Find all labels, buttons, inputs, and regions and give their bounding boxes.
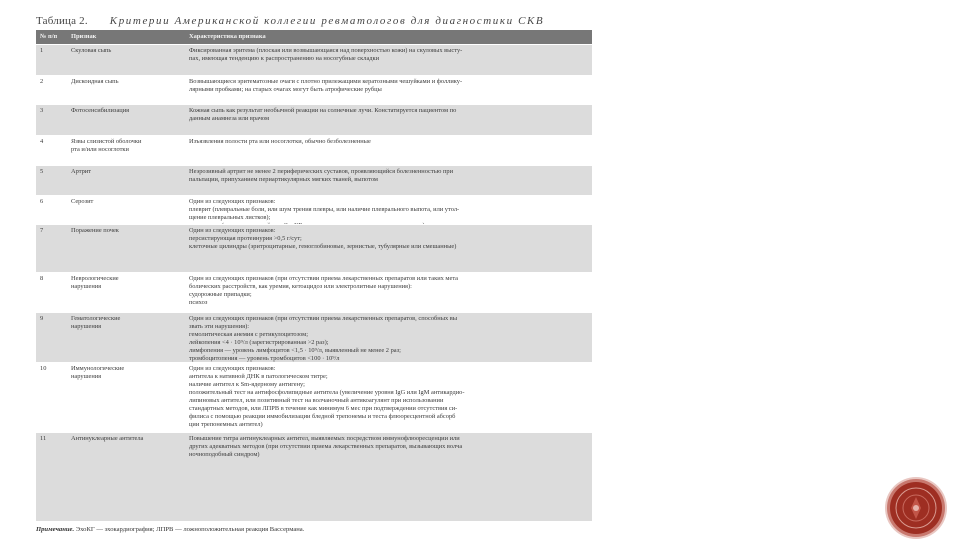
feature-line: нарушения xyxy=(71,323,102,330)
row-feature xyxy=(71,47,183,55)
feature-line: рта и/или носоглотки xyxy=(71,146,129,153)
table-row xyxy=(36,362,592,433)
table-title: Критерии Американской коллегии ревматологов для диагностики СКВ xyxy=(109,15,545,27)
feature-line: нарушения xyxy=(71,283,102,290)
description-line: Один из следующих признаков: xyxy=(189,365,276,372)
description-line: тромбоцитопения — уровень тромбоцитов <100 · 10⁹/л xyxy=(189,355,340,362)
row-number: 9 xyxy=(40,315,44,322)
feature-line: Скуловая сыпь xyxy=(71,47,112,54)
row-description xyxy=(189,227,587,251)
description-line: плеврит (плевральные боли, или шум трения плевры, или наличие плеврального выпота, или утол- xyxy=(189,206,460,213)
row-feature xyxy=(71,227,183,235)
header-number: № п/п xyxy=(40,33,58,40)
row-feature xyxy=(71,315,183,331)
table-caption xyxy=(36,12,596,30)
row-number: 6 xyxy=(40,198,44,205)
description-line: ции трепонемных антител) xyxy=(189,421,263,428)
row-feature xyxy=(71,435,183,443)
footnote-text: ЭхоКГ — эхокардиография; ЛПРВ — ложноположительная реакция Вассермана. xyxy=(75,526,305,533)
feature-line: Дискоидная сыпь xyxy=(71,78,119,85)
description-line: пах, имеющая тенденцию к распространению на носогубные складки xyxy=(189,55,380,62)
description-line: Возвышающиеся эритематозные очаги с плотно прилежащими кератозными чешуйками и фоллику- xyxy=(189,78,463,85)
table-row xyxy=(36,135,592,166)
row-description xyxy=(189,365,587,429)
feature-line: Неврологические xyxy=(71,275,119,282)
description-line: щение плевральных листков); xyxy=(189,214,271,221)
description-line: Один из следующих признаков: xyxy=(189,198,276,205)
description-line: Повышение титра антинуклеарных антител, выявляемых посредством иммунофлюоресценции или xyxy=(189,435,460,442)
description-line: положительный тест на антифосфолипидные антитела (увеличение уровня IgG или IgM антикардио- xyxy=(189,389,465,396)
description-line: Один из следующих признаков (при отсутствии приема лекарственных препаратов, способных вы xyxy=(189,315,458,322)
row-description xyxy=(189,435,587,459)
table-row xyxy=(36,165,592,196)
table-row xyxy=(36,44,592,76)
description-line: болических расстройств, как уремия, кетоацидоз или электролитные нарушения): xyxy=(189,283,412,290)
table-row xyxy=(36,224,592,273)
description-line: Изъязвления полости рта или носоглотки, обычно безболезненные xyxy=(189,138,371,145)
table-row xyxy=(36,272,592,313)
row-number: 7 xyxy=(40,227,44,234)
row-number: 3 xyxy=(40,107,44,114)
header-description: Характеристика признака xyxy=(189,33,266,40)
description-line: ночноподобный синдром) xyxy=(189,451,260,458)
feature-line: Гематологические xyxy=(71,315,121,322)
description-line: Один из следующих признаков (при отсутствии приема лекарственных препаратов или таких мета xyxy=(189,275,459,282)
table-row xyxy=(36,432,592,521)
feature-line: Поражение почек xyxy=(71,227,119,234)
description-line: липиновых антител, или позитивный тест на волчаночный антикоагулянт при использовании xyxy=(189,397,444,404)
description-line: клеточные цилиндры (эритроцитарные, гемоглобиновые, зернистые, тубулярные или смешанные) xyxy=(189,243,457,250)
row-feature xyxy=(71,107,183,115)
feature-line: Серозит xyxy=(71,198,94,205)
row-feature xyxy=(71,198,183,206)
description-line: лейкопения <4 · 10⁹/л (зарегистрированная >2 раз); xyxy=(189,339,329,346)
table-header-row xyxy=(36,30,592,44)
description-line: других адекватных методов (при отсутствии приема лекарственных препаратов, вызывающих волча xyxy=(189,443,463,450)
description-line: антитела к нативной ДНК в патологическом титре; xyxy=(189,373,328,380)
header-feature: Признак xyxy=(71,33,97,40)
table-row xyxy=(36,312,592,363)
row-feature xyxy=(71,365,183,381)
footnote-label: Примечание. xyxy=(36,526,75,533)
row-description xyxy=(189,315,587,363)
description-line: данным анамнеза или врачом xyxy=(189,115,270,122)
description-line: филиса с помощью реакции иммобилизации бледной трепонемы и теста флюоресцентной абсорб xyxy=(189,413,456,420)
table-row xyxy=(36,104,592,136)
row-description xyxy=(189,138,587,146)
description-line: стандартных методов, или ЛПРВ в течение как минимум 6 мес при подтверждении отсутствия си- xyxy=(189,405,458,412)
description-line: персистирующая протеинурия >0,5 г/сут; xyxy=(189,235,302,242)
row-description xyxy=(189,275,587,307)
description-line: пальпации, припуханием периартикулярных мягких тканей, выпотом xyxy=(189,176,378,183)
row-number: 10 xyxy=(40,365,47,372)
row-description xyxy=(189,107,587,123)
feature-line: нарушения xyxy=(71,373,102,380)
feature-line: Иммунологические xyxy=(71,365,125,372)
row-description xyxy=(189,47,587,63)
description-line: Неэрозивный артрит не менее 2 периферических суставов, проявляющийся болезненностью при xyxy=(189,168,454,175)
table-footnote xyxy=(36,524,592,536)
description-line: звать эти нарушения): xyxy=(189,323,249,330)
table-row xyxy=(36,195,592,225)
table-number: Таблица 2. xyxy=(36,15,88,27)
feature-line: Артрит xyxy=(71,168,92,175)
description-line: лимфопения — уровень лимфоцитов <1,5 · 10⁹/л, выявленный не менее 2 раз; xyxy=(189,347,401,354)
criteria-table xyxy=(36,30,592,523)
row-feature xyxy=(71,275,183,291)
description-line: Один из следующих признаков: xyxy=(189,227,276,234)
feature-line: Антинуклеарные антитела xyxy=(71,435,144,442)
row-feature xyxy=(71,138,183,154)
table-row xyxy=(36,75,592,105)
description-line: Кожная сыпь как результат необычной реакции на солнечные лучи. Констатируется пациентом по xyxy=(189,107,457,114)
row-feature xyxy=(71,78,183,86)
feature-line: Фотосенсибилизация xyxy=(71,107,130,114)
description-line: Фиксированная эритема (плоская или возвышающаяся над поверхностью кожи) на скуловых высту- xyxy=(189,47,463,54)
row-number: 8 xyxy=(40,275,44,282)
description-line: гемолитическая анемия с ретикулоцитозом; xyxy=(189,331,308,338)
row-description xyxy=(189,78,587,94)
row-number: 5 xyxy=(40,168,44,175)
description-line: наличие антител к Sm-ядерному антигену; xyxy=(189,381,305,388)
row-feature xyxy=(71,168,183,176)
row-number: 1 xyxy=(40,47,44,54)
feature-line: Язвы слизистой оболочки xyxy=(71,138,142,145)
row-number: 2 xyxy=(40,78,44,85)
row-number: 11 xyxy=(40,435,47,442)
seal-emblem-icon xyxy=(890,482,942,534)
description-line: психоз xyxy=(189,299,208,306)
description-line: судорожные припадки; xyxy=(189,291,252,298)
row-number: 4 xyxy=(40,138,44,145)
description-line: лярными пробками; на старых очагах могут быть атрофические рубцы xyxy=(189,86,382,93)
row-description xyxy=(189,168,587,184)
